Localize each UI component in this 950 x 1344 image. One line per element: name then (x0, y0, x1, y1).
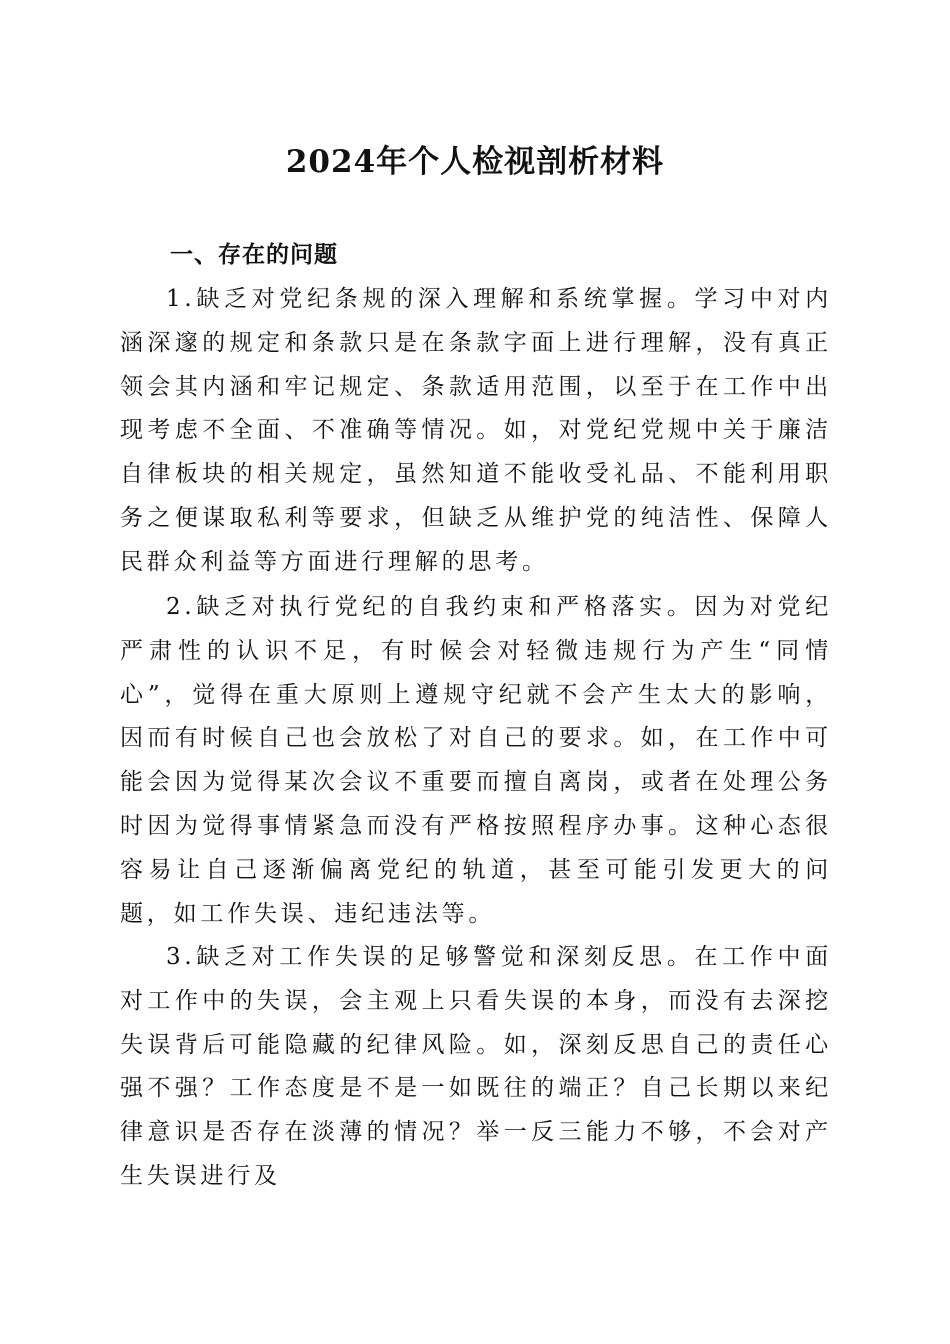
paragraph-3: 3.缺乏对工作失误的足够警觉和深刻反思。在工作中面对工作中的失误，会主观上只看失误的本身，而没有去深挖失误背后可能隐藏的纪律风险。如，深刻反思自己的责任心强不强？工作态度是不是一如既往的端正？自己长期以来纪律意识是否存在淡薄的情况？举一反三能力不够，不会对产生失误进行及 (120, 944, 832, 1189)
paragraph-1: 1.缺乏对党纪条规的深入理解和系统掌握。学习中对内涵深邃的规定和条款只是在条款字面上进行理解，没有真正领会其内涵和牢记规定、条款适用范围，以至于在工作中出现考虑不全面、不准确等情况。如，对党纪党规中关于廉洁自律板块的相关规定，虽然知道不能收受礼品、不能利用职务之便谋取私利等要求，但缺乏从维护党的纯洁性、保障人民群众利益等方面进行理解的思考。 (120, 286, 832, 575)
section-heading: 一、存在的问题 (170, 242, 338, 268)
paragraph-2: 2.缺乏对执行党纪的自我约束和严格落实。因为对党纪严肃性的认识不足，有时候会对轻微违规行为产生“同情心”，觉得在重大原则上遵规守纪就不会产生太大的影响，因而有时候自己也会放松了对自己的要求。如，在工作中可能会因为觉得某次会议不重要而擅自离岗，或者在处理公务时因为觉得事情紧急而没有严格按照程序办事。这种心态很容易让自己逐渐偏离党纪的轨道，甚至可能引发更大的问题，如工作失误、违纪违法等。 (120, 594, 832, 927)
document-title: 2024年个人检视剖析材料 (285, 144, 665, 180)
